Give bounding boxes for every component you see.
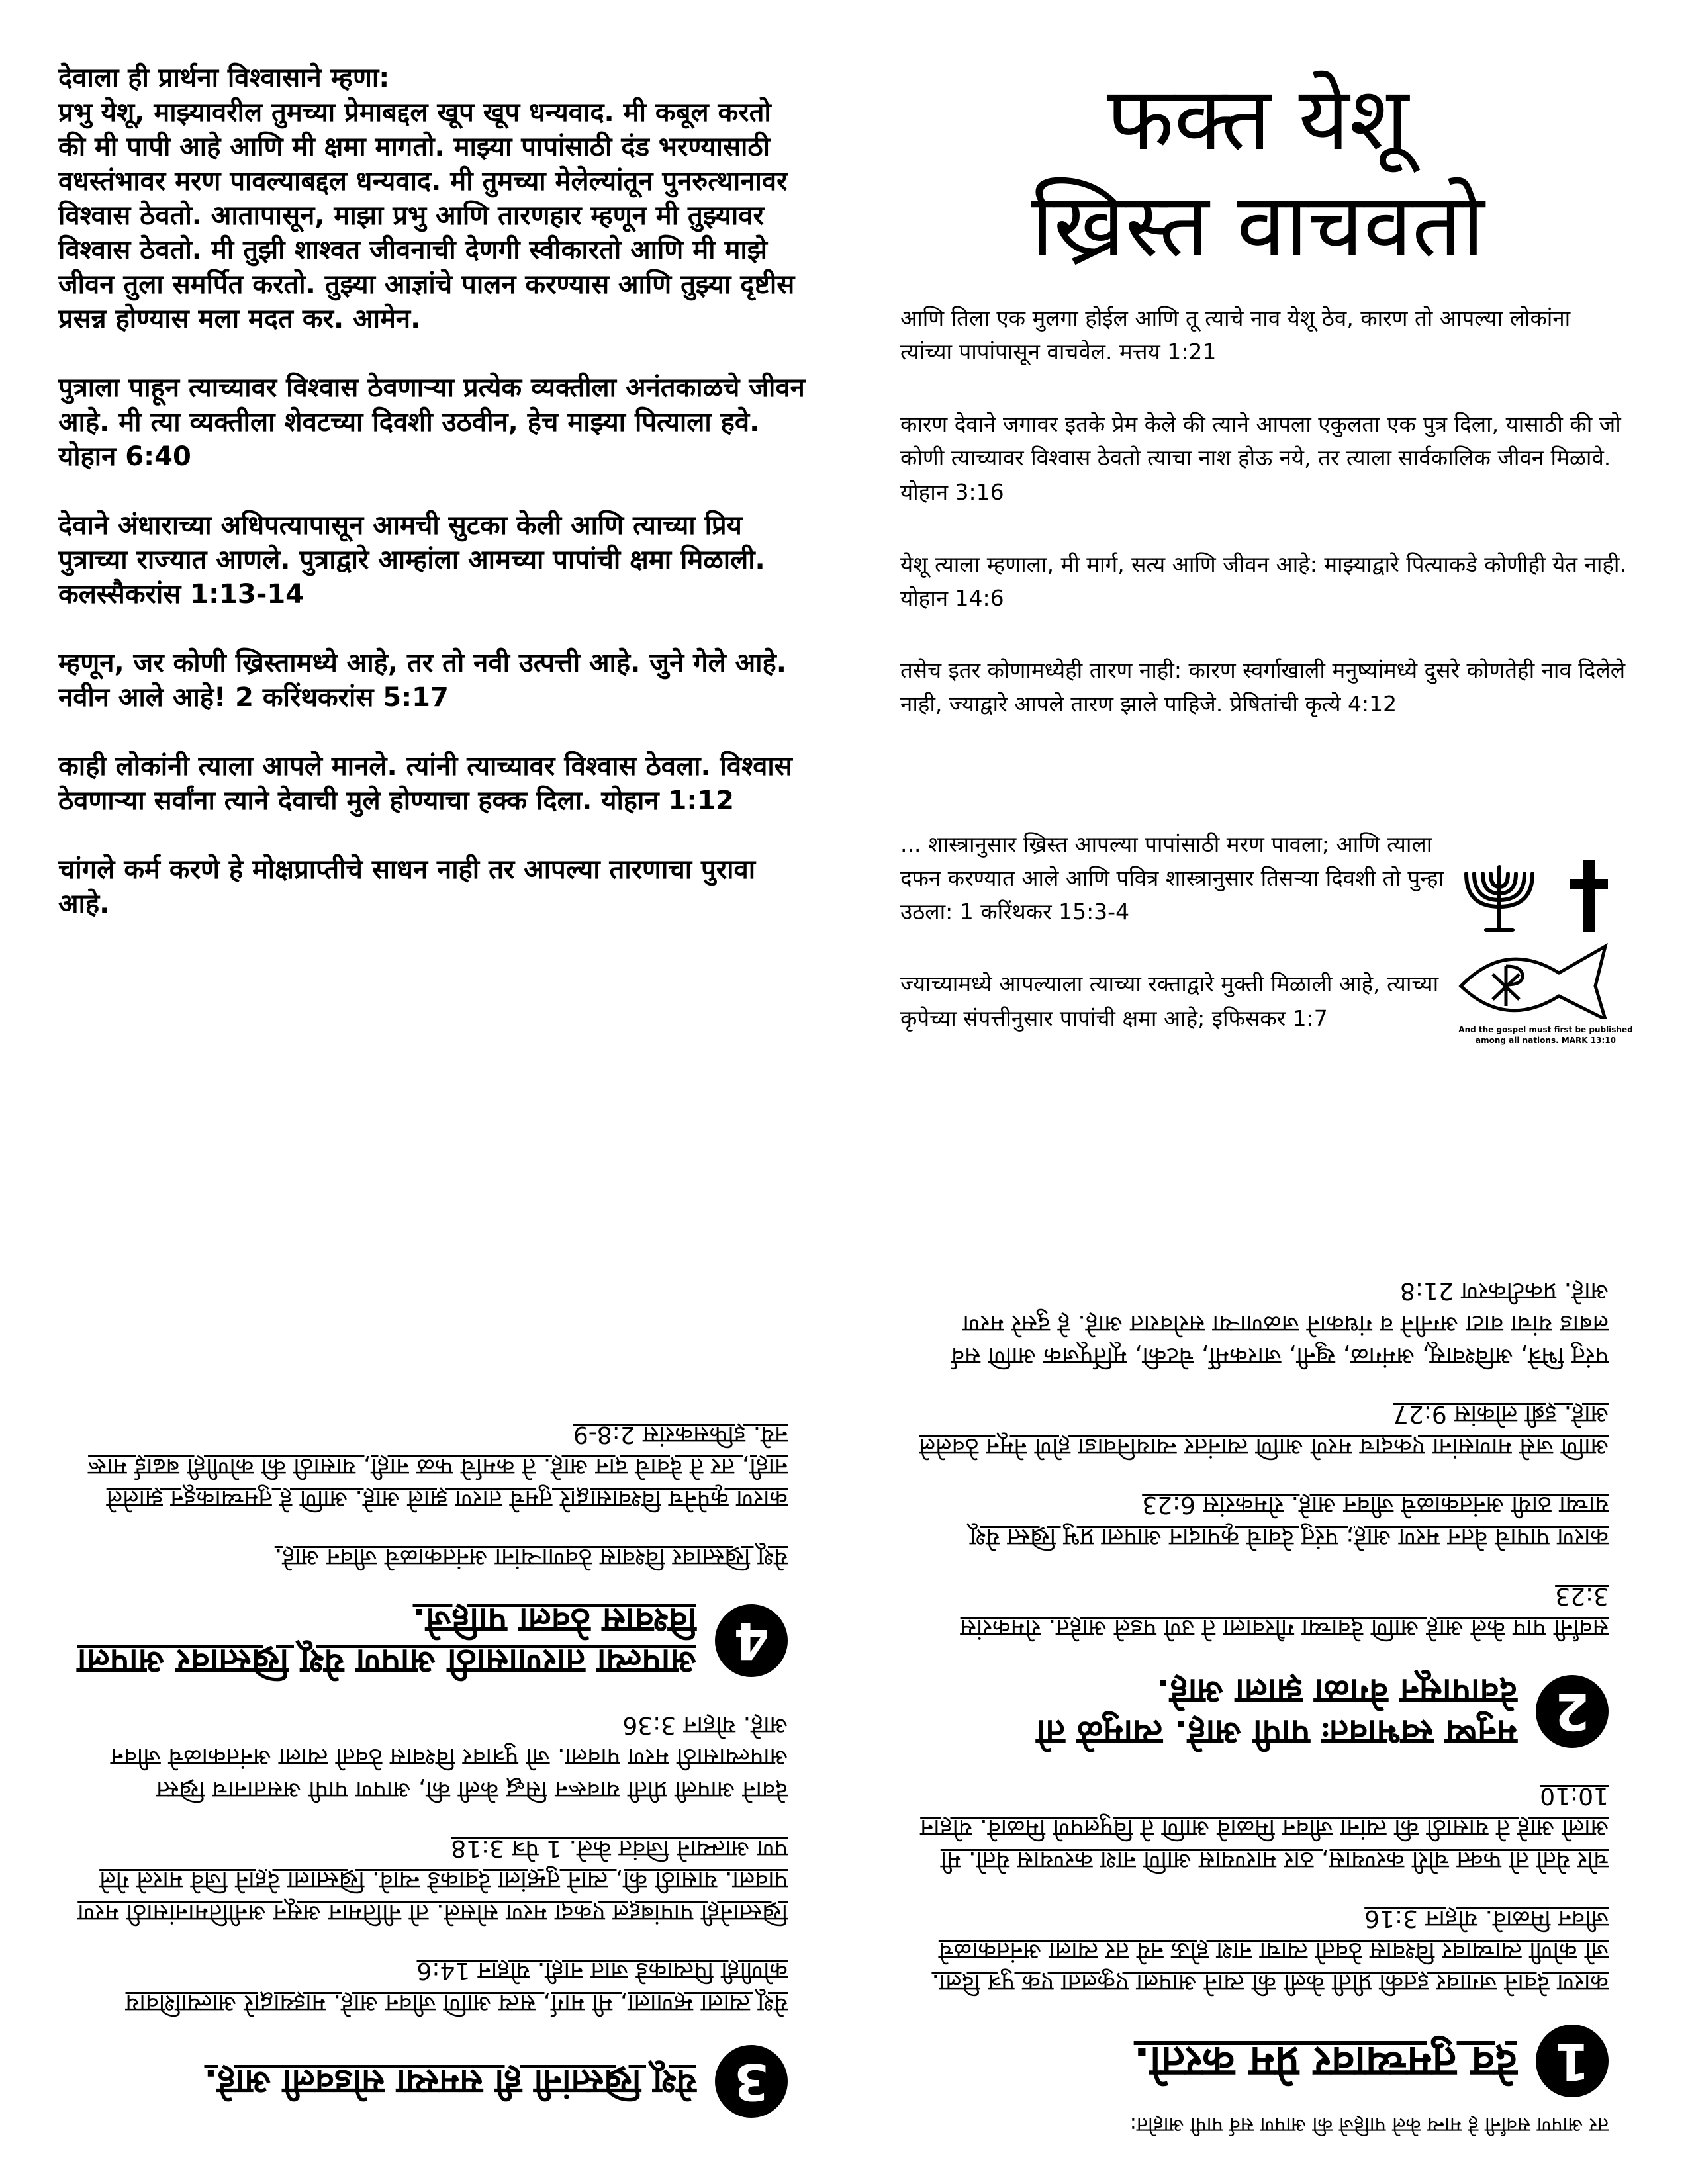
section-4-para-2: कारण कृपेनेच विश्वासाद्वारे तुमचे तारण झाले आहे. आणि हे तुमच्याकडून झालेले नाही, तर ते देवाचे दान आहे. ते कर्माचे फळ नाही, यासाठी की कोणीही बढाई मारू नये. इफिसकरांस 2:8-9 <box>88 1420 788 1512</box>
prayer-text <box>58 61 806 336</box>
section-4-header <box>66 1599 788 1682</box>
good-works-note: चांगले कर्म करणे हे मोक्षप्राप्तीचे साधन नाही तर आपल्या तारणाचा पुरावा आहे. <box>58 854 756 919</box>
panel-sections-3-4 <box>66 1152 788 2118</box>
section-2-para-2: कारण पापाचे वेतन मरण आहे; परंतु देवाचे कृपादान आपला प्रभु ख्रिस्त येशू याच्या ठायी अनंतकाळचे जीवन आहे. रोमकरांस 6:23 <box>969 1491 1609 1551</box>
verse-john-3-16: कारण देवाने जगावर इतके प्रेम केले की त्याने आपला एकुलता एक पुत्र दिला, यासाठी की जो कोणी त्याच्यावर विश्वास ठेवतो त्याचा नाश होऊ नये, तर त्याला सार्वकालिक जीवन मिळावे. योहान 3:16 <box>900 411 1621 505</box>
verse-matthew-1-21: आणि तिला एक मुलगा होईल आणि तू त्याचे नाव येशू ठेव, कारण तो आपल्या लोकांना त्यांच्या पापांपासून वाचवेल. मत्तय 1:21 <box>900 305 1571 365</box>
section-3-title: येशू ख्रिस्तांनी ही समस्या सोडवली आहे. <box>204 2062 696 2102</box>
section-3-para-3: देवाने आपली प्रीती यावरून सिद्ध केली की, आपण पापी असतानाच ख्रिस्त आपल्यासाठी मरण पावला. जो पुत्रावर विश्वास ठेवतो त्याला अनंतकाळचे जीवन आहे. योहान 3:36 <box>110 1711 788 1803</box>
title-line-2: ख्रिस्त वाचवतो <box>1031 175 1485 277</box>
logo-svg <box>1453 854 1638 1019</box>
section-4-para-1: येशू ख्रिस्तावर विश्वास ठेवणाऱ्यांना अनंतकाळचे जीवन आहे. <box>274 1543 788 1571</box>
scripture-column <box>900 301 1628 759</box>
sinners-intro: तर आपण सर्वांनी हे मान्य केले पाहिजे की आपण सर्व पापी आहोत: <box>1129 2113 1609 2136</box>
title-line-1: फक्त येशू <box>1106 68 1409 170</box>
section-2-number: 2 <box>1536 1675 1609 1748</box>
panel-sections-1-2 <box>914 1158 1609 2138</box>
verse-acts-4-12: तसेच इतर कोणामध्येही तारण नाही: कारण स्वर्गाखाली मनुष्यांमध्ये दुसरे कोणतेही नाव दिलेले नाही, ज्याद्वारे आपले तारण झाले पाहिजे. प्रेषितांची कृत्ये 4:12 <box>900 657 1626 717</box>
verse-john-1-12: काही लोकांनी त्याला आपले मानले. त्यांनी त्याच्यावर विश्‍वास ठेवला. विश्‍वास ठेवणाऱ्या सर्वांना त्याने देवाची मुले होण्याचा हक्क दिला. योहान 1:12 <box>58 751 792 816</box>
section-3-header <box>66 2045 788 2118</box>
scripture-column-lower <box>900 827 1476 1073</box>
section-4-number: 4 <box>715 1604 788 1677</box>
page-title <box>887 66 1628 279</box>
section-3-para-2: ख्रिस्तानेही पापांबद्दल एकदा मरण सोसले. तो नीतिमान असून अनीतिमानांसाठी मरण पावला. यासाठी की, त्याने तुम्हांला देवाकडे न्यावे. ख्रिस्ताला देहाने जिवे मारले गेले पण आत्म्याने जिवंत केले. 1 पेत्र 3:18 <box>77 1834 788 1926</box>
verse-ephesians-1-7: ज्याच्यामध्ये आपल्याला त्याच्या रक्ताद्वारे मुक्ती मिळाली आहे, त्याच्या कृपेच्या संपत्तीनुसार पापांची क्षमा आहे; इफिसकर 1:7 <box>900 971 1439 1031</box>
verse-1-corinthians-15-3: ... शास्त्रानुसार ख्रिस्त आपल्या पापांसाठी मरण पावला; आणि त्याला दफन करण्यात आले आणि पवित्र शास्त्रानुसार तिसऱ्या दिवशी तो पुन्हा उठला: 1 करिंथकर 15:3-4 <box>900 831 1444 925</box>
verse-colossians-1-13: देवाने अंधाराच्या अधिपत्यापासून आमची सुटका केली आणि त्याच्या प्रिय पुत्राच्या राज्यात आणले. पुत्राद्वारे आम्हांला आमच्या पापांची क्षमा मिळाली. कलस्सैकरांस 1:13-14 <box>58 510 765 610</box>
prayer-heading: देवाला ही प्रार्थना विश्‍वासाने म्हणा: <box>58 63 390 93</box>
section-2-para-1: सर्वांनी पाप केले आहे आणि देवाच्या गौरवाला ते उणे पडले आहेत. रोमकरांस 3:23 <box>960 1582 1609 1642</box>
menorah-icon <box>1466 867 1532 930</box>
section-1-title: देव तुमच्यावर प्रेम करतो. <box>1133 2036 1517 2086</box>
cross-icon <box>1570 860 1608 932</box>
section-4-title: आपल्या तारणासाठी आपण येशू ख्रिस्तावर आपला विश्वास ठेवला पाहिजे. <box>77 1600 696 1682</box>
fish-chi-rho-icon <box>1461 946 1605 1019</box>
section-1-number: 1 <box>1536 2025 1609 2098</box>
section-2-header <box>914 1670 1609 1752</box>
verse-john-14-6: येशू त्याला म्हणाला, मी मार्ग, सत्य आणि जीवन आहे: माझ्याद्वारे पित्याकडे कोणीही येत नाही. योहान 14:6 <box>900 551 1626 611</box>
prayer-body: प्रभु येशू, माझ्यावरील तुमच्या प्रेमाबद्दल खूप खूप धन्यवाद. मी कबूल करतो की मी पापी आहे आणि मी क्षमा मागतो. माझ्या पापांसाठी दंड भरण्यासाठी वधस्तंभावर मरण पावल्याबद्दल धन्यवाद. मी तुमच्या मेलेल्यांतून पुनरुत्थानावर विश्‍वास ठेवतो. आतापासून, माझा प्रभु आणि तारणहार म्हणून मी तुझ्यावर विश्‍वास ठेवतो. मी तुझी शाश्‍वत जीवनाची देणगी स्वीकारतो आणि मी माझे जीवन तुला समर्पित करतो. तुझ्या आज्ञांचे पालन करण्यास आणि तुझ्या दृष्टीस प्रसन्न होण्यास मला मदत कर. आमेन. <box>58 97 795 334</box>
verse-john-6-40: पुत्राला पाहून त्याच्यावर विश्‍वास ठेवणाऱ्या प्रत्येक व्यक्तीला अनंतकाळचे जीवन आहे. मी त्या व्यक्तीला शेवटच्या दिवशी उठवीन, हेच माझ्या पित्याला हवे. योहान 6:40 <box>58 373 805 472</box>
logo-group <box>1453 854 1638 1072</box>
section-3-number: 3 <box>715 2045 788 2118</box>
section-3-para-1: येशू त्याला म्हणाला, मी मार्ग, सत्य आणि जीवन आहे. माझ्याद्वारे आल्याशिवाय कोणीही पित्याकडे जात नाही. योहान 14:6 <box>125 1957 788 2017</box>
prayer-column <box>58 61 806 956</box>
logo-caption: And the gospel must first be published among all nations. MARK 13:10 <box>1458 1025 1633 1045</box>
section-2-para-3: आणि जसे माणसांना एकदाच मरणे आणि त्यानंतर न्यायनिवाडा होणे नेमून ठेवलेले आहे. इब्री लोकांस 9:27 <box>919 1400 1609 1460</box>
section-2-title: मनुष्य स्वभावतः पापी आहे. त्यामुळे तो देवापासून वेगळा झाला आहे. <box>1036 1670 1517 1752</box>
section-1-para-2: चोर येतो तो फक्त चोरी करण्यास, ठार मारण्यास आणि नाश करण्यास येतो. मी आलो आहे ते यासाठी की त्यांना जीवन मिळावे आणि ते विपुलपणे मिळावे. योहान 10:10 <box>920 1782 1609 1874</box>
section-2-para-4: परंतु भित्रे, अविश्वासू, अमंगळ, खुनी, जारकर्मी, चेटकी, मूर्तिपूजक आणि सर्व लबाड यांचा वाटा अग्नीने व गंधकाने जळणाऱ्या सरोवरात आहे. हे दुसरे मरण आहे. प्रकटीकरण 21:8 <box>951 1277 1609 1369</box>
section-1-header <box>914 2025 1609 2098</box>
verse-2-corinthians-5-17: म्हणून, जर कोणी ख्रिस्तामध्ये आहे, तर तो नवी उत्पत्ती आहे. जुने गेले आहे. नवीन आले आहे! 2 करिंथकरांस 5:17 <box>58 648 786 713</box>
section-1-para-1: कारण देवाने जगावर इतकी प्रीती केली की त्याने आपला एकुलता एक पुत्र दिला. जो कोणी त्याच्यावर विश्वास ठेवतो त्याचा नाश होऊ नये तर त्याला अनंतकाळचे जीवन मिळावे. योहान 3:16 <box>931 1905 1609 1997</box>
